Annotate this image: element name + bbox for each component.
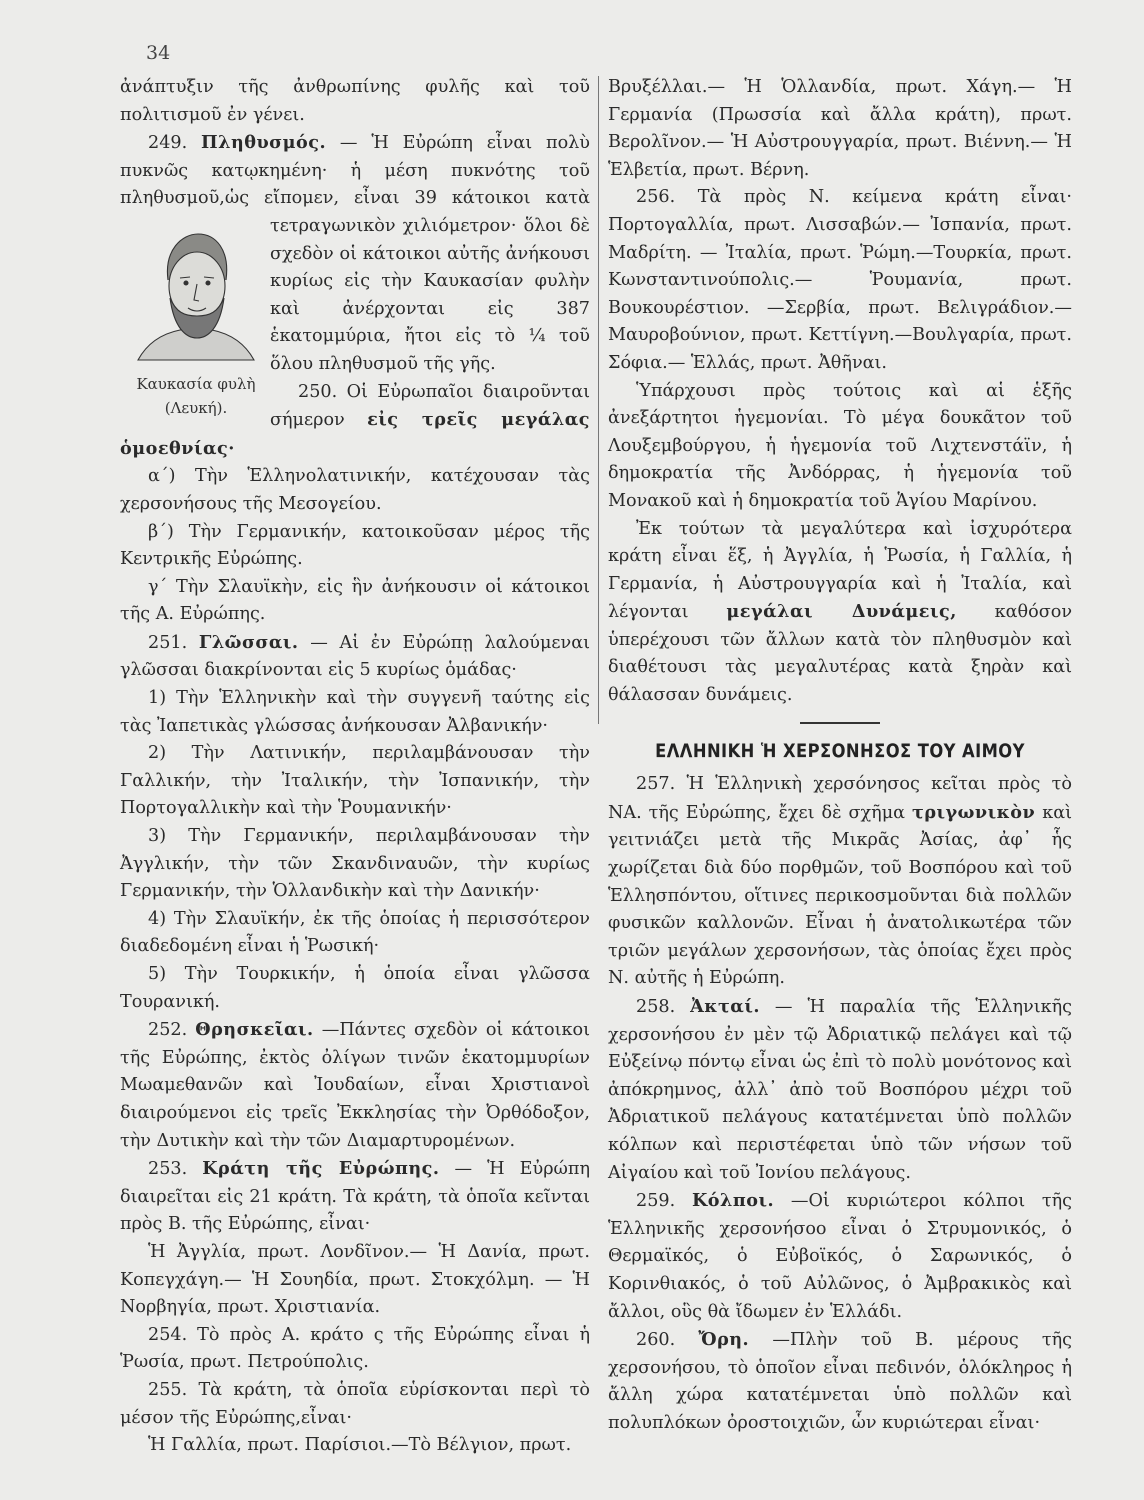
paragraph-249-body: — Ἡ Εὐρώπη εἶναι πολὺ πυκνῶς κατῳκημένη· ἡ μέση πυκνότης τοῦ πληθυσμοῦ,ὡς εἴπομεν, εἶναι 39 κάτοικοι κατὰ τετραγωνι [120,133,591,236]
paragraph-251 [120,629,590,685]
page-number: 34 [146,42,171,64]
paragraph-253 [120,1155,590,1239]
portrait-illustration [126,220,266,418]
language-item-5: 5) Τὴν Τουρκικήν, ἡ ὁποία εἶναι γλῶσσα Τουρανική. [120,964,590,1012]
paragraph-258 [608,993,1072,1187]
paragraph-253-list: Ἡ Ἀγγλία, πρωτ. Λονδῖνον.— Ἡ Δανία, πρωτ. Κοπεγχάγη.— Ἡ Σουηδία, πρωτ. Στοκχόλμη. — Ἡ Νορβηγία, πρωτ. Χριστιανία. [120,1241,590,1318]
paragraph-intro: ἀνάπτυξιν τῆς ἀνθρωπίνης φυλῆς καὶ τοῦ πολιτισμοῦ ἐν γένει. [120,77,590,125]
text-segment: καὶ γειτνιάζει μετὰ τῆς Μικρᾶς Ἀσίας, ἀφ᾽ ἧς χωρίζεται διὰ δύο πορθμῶν, τοῦ Βοσπόρου καὶ τοῦ Ἑλλησπόντου, οἵτινες περικοσμοῦνται διὰ πολλῶν φυσικῶν καλλονῶν. Εἶναι ἡ ἀνατολικωτέρα τῶν τριῶν μεγάλων χερσονήσων, τὰς ὁποίας ἔχει πρὸς Ν. αὐτῆς ἡ Εὐρώπη. [608,802,1072,989]
right-column [608,74,1072,1438]
list-item-b: β΄) Τὴν Γερμανικήν, κατοικοῦσαν μέρος τῆς Κεντρικῆς Εὐρώπης. [120,521,590,570]
section-rule [800,722,880,724]
paragraph-255-list: Ἡ Γαλλία, πρωτ. Παρίσιοι.—Τὸ Βέλγιον, πρωτ. [148,1435,572,1456]
language-item-2: 2) Τὴν Λατινικήν, περιλαμβάνουσαν τὴν Γαλλικήν, τὴν Ἰταλικήν, τὴν Ἰσπανικήν, τὴν Πορτογαλλικὴν καὶ τὴν Ῥουμανικήν· [120,743,590,819]
heading-coasts: Ἀκταί. [690,996,760,1017]
list-item-c: γ΄ Τὴν Σλαυϊκὴν, εἰς ἣν ἀνήκουσιν οἱ κάτοικοι τῆς Α. Εὐρώπης. [120,576,590,625]
heading-languages: Γλῶσσαι. [198,631,299,653]
list-item-a: α΄) Τὴν Ἑλληνολατινικήν, κατέχουσαν τὰς χερσονήσους τῆς Μεσογείου. [120,466,590,514]
heading-religions: Θρησκεῖαι. [195,1019,314,1041]
paragraph-number: 249. [148,133,188,154]
language-item-3: 3) Τὴν Γερμανικήν, περιλαμβάνουσαν τὴν Ἀγγλικήν, τὴν τῶν Σκανδιναυῶν, τὴν κυρίως Γερμανικήν, τὴν Ὁλλανδικὴν καὶ τὴν Δανικήν· [120,826,590,902]
bold-term-triangular: τριγωνικὸν [911,801,1036,823]
heading-ethnic-groups: εἰς τρεῖς μεγάλας ὁμοεθνίας· [120,409,591,459]
caucasian-portrait-icon [130,220,262,370]
heading-states: Κράτη τῆς Εὐρώπης. [202,1158,440,1180]
language-item-4: 4) Τὴν Σλαυϊκήν, ἐκ τῆς ὁποίας ἡ περισσότερον διαδεδομένη εἶναι ἡ Ῥωσική· [120,908,590,957]
paragraph-number: 250. [298,381,338,402]
text-segment: Ἐκ τούτων τὰ μεγαλύτερα καὶ ἰσχυρότερα κράτη εἶναι ἕξ, ἡ Ἀγγλία, ἡ Ῥωσία, ἡ Γαλλία, ἡ Γερμανία, ἡ Αὐστρουγγαρία καὶ ἡ Ἰταλία, καὶ λέγονται [608,518,1072,623]
text-segment: —Οἱ κυριώτεροι κόλποι τῆς Ἑλληνικῆς χερσονήσοο εἶναι ὁ Στρυμονικός, ὁ Θερμαϊκός, ὁ Εὐβοϊκός, ὁ Σαρωνικός, ὁ Κορινθιακός, ὁ τοῦ Αὐλῶνος, ὁ Ἀμβρακικὸς καὶ ἄλλοι, οὓς θὰ ἴδωμεν ἐν Ἑλλάδι. [608,1191,1073,1322]
paragraph-number: 259. [636,1191,676,1212]
paragraph-255-continued: Βρυξέλλαι.— Ἡ Ὁλλανδία, πρωτ. Χάγη.— Ἡ Γερμανία (Πρωσσία καὶ ἄλλα κράτη), πρωτ. Βερολῖνον.— Ἡ Αὐστρουγγαρία, πρωτ. Βιέννη.— Ἡ Ἑλβετία, πρωτ. Βέρνη. [608,77,1072,180]
paragraph-number: 258. [636,997,676,1017]
paragraph-253-body: — Ἡ Εὐρώπη διαιρεῖται εἰς 21 κράτη. Τὰ κράτη, τὰ ὁποῖα κεῖνται πρὸς Β. τῆς Εὐρώπης, εἶναι· [120,1159,590,1235]
paragraph-number: 252. [148,1020,188,1041]
paragraph-255: 255. Τὰ κράτη, τὰ ὁποῖα εὑρίσκονται περὶ τὸ μέσον τῆς Εὐρώπης,εἶναι· [120,1379,590,1428]
text-segment: καθόσον ὑπερέχουσι τῶν ἄλλων κατὰ τὸν πληθυσμὸν καὶ διαθέτουσι τὰς μεγαλυτέρας κατὰ ξηρὰν καὶ θάλασσαν δυνάμεις. [608,602,1073,706]
paragraph-256-great-powers [608,516,1072,710]
heading-mountains: Ὄρη. [698,1329,750,1351]
paragraph-252 [120,1016,590,1155]
text-segment: —Πλὴν τοῦ Β. μέρους τῆς χερσονήσου, τὸ ὁποῖον εἶναι πεδινόν, ὁλόκληρος ἡ ἄλλη χώρα κατατέμνεται ὑπὸ πολλῶν καὶ πολυπλόκων ὀροστοιχιῶν, ὧν κυριώτεραι εἶναι· [608,1330,1073,1433]
text-segment: 257. Ἡ Ἑλληνικὴ χερσόνησος κεῖται πρὸς τὸ ΝΑ. τῆς Εὐρώπης, ἔχει δὲ σχῆμα [608,774,1072,823]
paragraph-254: 254. Τὸ πρὸς Α. κράτο ς τῆς Εὐρώπης εἶναι ἡ Ῥωσία, πρωτ. Πετρούπολις. [120,1324,590,1373]
paragraph-259 [608,1187,1072,1326]
paragraph-252-body: —Πάντες σχεδὸν οἱ κάτοικοι τῆς Εὐρώπης, ἐκτὸς ὀλίγων τινῶν ἑκατομμυρίων Μωαμεθανῶν καὶ Ἰουδαίων, εἶναι Χριστιανοὶ διαιρούμενοι εἰς τρεῖς Ἐκκλησίας τὴν Ὀρθόδοξον, τὴν Δυτικὴν καὶ τὴν τῶν Διαμαρτυρομένων. [120,1020,590,1151]
portrait-caption-line-1: Καυκασία φυλὴ [136,375,256,393]
paragraph-number: 251. [148,632,188,653]
portrait-caption-line-2: (Λευκή). [164,399,228,417]
heading-population: Πληθυσμός. [201,132,327,154]
paragraph-256: 256. Τὰ πρὸς Ν. κείμενα κράτη εἶναι· Πορτογαλλία, πρωτ. Λισσαβών.— Ἰσπανία, πρωτ. Μαδρίτη. — Ἰταλία, πρωτ. Ῥώμη.—Τουρκία, πρωτ. Κωνσταντινούπολις.— Ῥουμανία, πρωτ. Βουκουρέστιον. —Σερβία, πρωτ. Βελιγράδιον.— Μαυροβούνιον, πρωτ. Κεττίγνη.—Βουλγαρία, πρωτ. Σόφια.— Ἑλλάς, πρωτ. Ἀθῆναι. [608,187,1072,373]
paragraph-number: 253. [148,1159,188,1180]
paragraph-257 [608,771,1072,993]
text-segment: — Ἡ παραλία τῆς Ἑλληνικῆς χερσονήσου ἐν μὲν τῷ Ἀδριατικῷ πελάγει καὶ τῷ Εὐξείνῳ πόντῳ εἶναι ὡς ἐπὶ τὸ πολὺ μονότονος καὶ ἀπόκρημνος, ἀλλ᾽ ἀπὸ τοῦ Βοσπόρου μέχρι τοῦ Ἀδριατικοῦ πελάγους κατατέμνεται ὑπὸ πολλῶν κόλπων καὶ περιστέφεται ὑπὸ τῶν νήσων τοῦ Αἰγαίου καὶ τοῦ Ἰονίου πελάγους. [608,997,1073,1183]
language-item-1: 1) Τὴν Ἑλληνικὴν καὶ τὴν συγγενῆ ταύτης εἰς τὰς Ἰαπετικὰς γλώσσας ἀνήκουσαν Ἀλβανικήν· [120,688,590,736]
bold-term-great-powers: μεγάλαι Δυνάμεις, [726,601,957,623]
paragraph-260 [608,1326,1072,1437]
column-divider [598,76,599,724]
section-heading: ΕΛΛΗΝΙΚΗ Ἡ ΧΕΡΣΟΝΗΣΟΣ ΤΟΥ ΑΙΜΟΥ [655,739,1025,762]
paragraph-251-body: — Αἱ ἐν Εὐρώπῃ λαλούμεναι γλῶσσαι διακρίνονται εἰς 5 κυρίως ὁμάδας· [120,632,591,681]
paragraph-249-body-rest: κὸν χιλιόμετρον· ὅλοι δὲ σχεδὸν οἱ κάτοικοι αὐτῆς ἀνήκουσι κυρίως εἰς τὴν Καυκασίαν φυλὴν καὶ ἀνέρχονται εἰς 387 ἑκατομμύρια, ἤτοι εἰς τὸ ¼ τοῦ ὅλου πληθυσμοῦ τῆς γῆς. [270,215,590,374]
paragraph-256-principalities: Ὑπάρχουσι πρὸς τούτοις καὶ αἱ ἑξῆς ἀνεξάρτητοι ἡγεμονίαι. Τὸ μέγα δουκᾶτον τοῦ Λουξεμβούργου, ἡ ἡγεμονία τοῦ Λιχτενστάϊν, ἡ δημοκρατία τῆς Ἀνδόρρας, ἡ ἡγεμονία τοῦ Μονακοῦ καὶ ἡ δημοκρατία τοῦ Ἁγίου Μαρίνου. [608,380,1072,511]
paragraph-number: 260. [636,1330,676,1351]
paragraph-250-body: Οἱ Εὐρωπαῖοι διαιροῦνται σήμερον [270,381,590,431]
heading-gulfs: Κόλποι. [691,1190,775,1212]
